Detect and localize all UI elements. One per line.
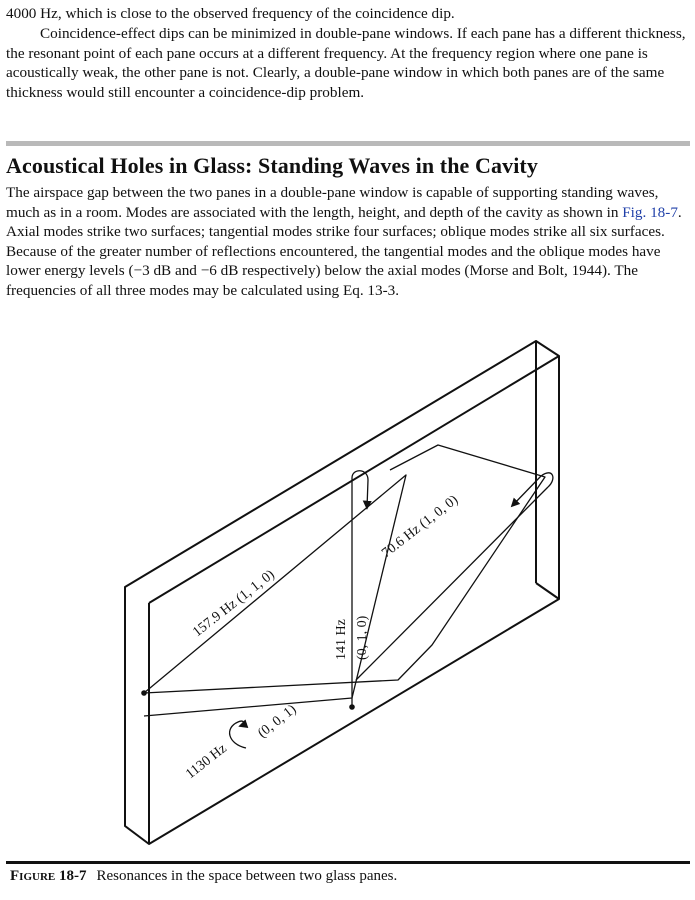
- cavity-figure: [0, 322, 695, 858]
- intro-line: 4000 Hz, which is close to the observed frequency of the coincidence dip.: [6, 5, 455, 22]
- figure-link[interactable]: Fig. 18-7: [622, 203, 678, 221]
- caption-text: Resonances in the space between two glass panes.: [96, 868, 398, 884]
- paragraph-text-end: . Axial modes strike two surfaces; tangential modes strike four surfaces; oblique modes strike all six surfaces. Because of the greater number of reflections encountered, the tangential modes and the oblique modes have lower energy levels (−3 dB and −6 dB respectively) below the axial modes (Morse and Bolt, 1944). The frequencies of all three modes may be calculated using Eq. 13-3.: [6, 203, 682, 299]
- label-mode-100: 70.6 Hz (1, 0, 0): [379, 492, 462, 562]
- mode-100-loop: [512, 473, 553, 506]
- intro-paragraph: Coincidence-effect dips can be minimized in double-pane windows. If each pane has a different thickness, the resonant point of each pane occurs at a different frequency. At the frequency region where one pane is acoustically weak, the other pane is not. Clearly, a double-pane window in which both panes are of the same thickness would still encounter a coincidence-dip problem.: [6, 25, 686, 101]
- label-mode-110: 157.9 Hz (1, 1, 0): [190, 567, 278, 641]
- mode-010-endpoint: [349, 704, 355, 710]
- label-index-010: (0, 1, 0): [355, 615, 370, 660]
- mode-100-line: [356, 487, 548, 680]
- box-front-top-edge: [149, 356, 559, 603]
- box-back-bottom-edge: [536, 583, 559, 599]
- mode-110-endpoint: [141, 690, 147, 696]
- section-paragraph: [6, 183, 690, 301]
- mode-110-path: [144, 475, 406, 716]
- mode-001-arrow: [230, 721, 246, 748]
- label-index-001: (0, 0, 1): [255, 702, 300, 742]
- caption-label: Figure 18-7: [10, 868, 87, 884]
- label-freq-001: 1130 Hz: [183, 741, 230, 783]
- caption-rule: [6, 861, 690, 864]
- paragraph-text-start: The airspace gap between the two panes in a double-pane window is capable of supporting standing waves, much as in a room. Modes are associated with the length, height, and depth of the cavity as shown in: [6, 184, 659, 221]
- section-divider: [6, 141, 690, 146]
- section-heading: Acoustical Holes in Glass: Standing Waves in the Cavity: [6, 153, 538, 178]
- figure-caption: [10, 868, 397, 885]
- label-freq-010: 141 Hz: [334, 619, 349, 660]
